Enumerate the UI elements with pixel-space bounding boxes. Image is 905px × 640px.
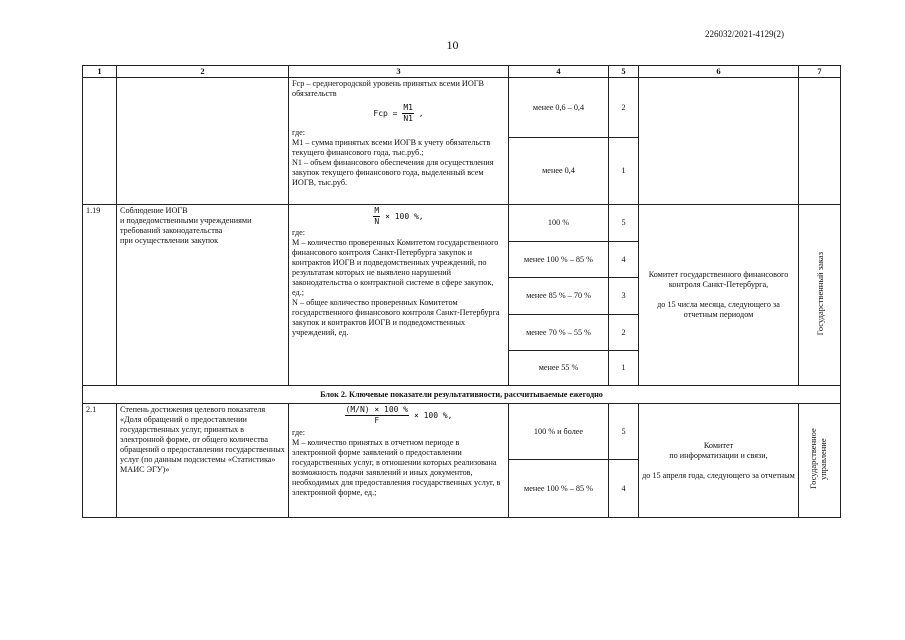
formula — [292, 405, 505, 426]
fraction-denominator: F — [374, 416, 380, 425]
indicator-name-cell: Соблюдение ИОГВ и подведомственными учреждениями требований законодательства при осуществлении закупок — [117, 205, 289, 386]
formula-tail: × 100 %, — [413, 410, 453, 420]
range-cell: 100 % — [509, 205, 609, 242]
range-cell: менее 55 % — [509, 351, 609, 386]
score-cell: 3 — [609, 278, 639, 315]
formula — [292, 103, 505, 124]
formula-cell — [289, 78, 509, 205]
formula — [292, 206, 505, 227]
fraction-denominator: N1 — [403, 114, 413, 123]
source-cell — [639, 78, 799, 205]
fraction-numerator: (M/N) × 100 % — [345, 405, 409, 414]
table-row — [83, 205, 841, 242]
block-title: Блок 2. Ключевые показатели результативности, рассчитываемые ежегодно — [83, 386, 841, 404]
fraction — [373, 206, 380, 227]
fraction — [345, 405, 410, 426]
row-number-cell: 2.1 — [83, 404, 117, 518]
indicator-name-cell: Степень достижения целевого показателя «Доля обращений о предоставлении государственных услуг, принятых в электронной форме, от общего количества обращений о предоставлении государственных услуг (по данным подсистемы «Статистика» МАИС ЭГУ)» — [117, 404, 289, 518]
range-cell: менее 100 % – 85 % — [509, 242, 609, 278]
indicators-table — [82, 65, 841, 518]
formula-cell — [289, 404, 509, 518]
score-cell: 2 — [609, 315, 639, 351]
definition-m1: M1 – сумма принятых всеми ИОГВ к учету обязательств текущего финансового года, тыс.руб.; — [292, 138, 491, 157]
category-cell — [799, 205, 841, 386]
score-cell: 2 — [609, 78, 639, 138]
category-label: Государственное управление — [807, 428, 828, 490]
score-cell: 4 — [609, 460, 639, 518]
indicator-name-cell — [117, 78, 289, 205]
definition-m: M – количество проверенных Комитетом государственного финансового контроля Санкт-Петербурга закупок и контрактов ИОГВ и подведомственных учреждений, по результатам которых не выявлено нарушений законодательства о контрактной системе в сфере закупок, ед.; — [292, 238, 499, 297]
document-id: 226032/2021-4129(2) — [705, 29, 784, 39]
formula-intro: Fср – среднегородской уровень принятых всеми ИОГВ обязательств — [292, 79, 484, 98]
header-cell: 4 — [509, 66, 609, 78]
definition-n1: N1 – объем финансового обеспечения для осуществления закупок текущего финансового года, выделенный всем ИОГВ, тыс.руб. — [292, 158, 494, 187]
source-cell: Комитет государственного финансового контроля Санкт-Петербурга, до 15 числа месяца, следующего за отчетным периодом — [639, 205, 799, 386]
where-label: где: — [292, 428, 306, 437]
table-row — [83, 404, 841, 460]
where-label: где: — [292, 228, 306, 237]
definition-m: M – количество принятых в отчетном периоде в электронной форме заявлений о предоставлении государственных услуг, в отношении которых реализована возможность подачи заявлений и иных документов, необходимых для предоставления государственных услуг, в электронной форме, ед.; — [292, 438, 501, 497]
fraction-numerator: M1 — [403, 103, 413, 112]
page-number: 10 — [446, 38, 459, 52]
header-cell: 1 — [83, 66, 117, 78]
category-label: Государственный заказ — [814, 251, 825, 336]
range-cell: менее 100 % – 85 % — [509, 460, 609, 518]
header-cell: 5 — [609, 66, 639, 78]
header-cell: 3 — [289, 66, 509, 78]
fraction-numerator: M — [374, 206, 380, 215]
row-number-cell — [83, 78, 117, 205]
category-cell — [799, 78, 841, 205]
score-cell: 4 — [609, 242, 639, 278]
range-cell: менее 0,6 – 0,4 — [509, 78, 609, 138]
table-row — [83, 78, 841, 138]
source-cell: Комитет по информатизации и связи, до 15 апреля года, следующего за отчетным — [639, 404, 799, 518]
range-cell: 100 % и более — [509, 404, 609, 460]
block-title-row — [83, 386, 841, 404]
where-label: где: — [292, 128, 306, 137]
formula-lhs: Fср = — [373, 108, 398, 118]
fraction — [402, 103, 414, 124]
formula-tail: × 100 %, — [385, 211, 424, 221]
score-cell: 5 — [609, 404, 639, 460]
header-cell: 7 — [799, 66, 841, 78]
definition-n: N – общее количество проверенных Комитетом государственного финансового контроля Санкт-Петербурга закупок и контрактов ИОГВ и подведомственных учреждений, ед. — [292, 298, 500, 337]
header-row — [83, 66, 841, 78]
fraction-denominator: N — [374, 217, 380, 226]
formula-tail: , — [418, 108, 424, 118]
range-cell: менее 70 % – 55 % — [509, 315, 609, 351]
score-cell: 1 — [609, 351, 639, 386]
score-cell: 1 — [609, 138, 639, 205]
range-cell: менее 0,4 — [509, 138, 609, 205]
score-cell: 5 — [609, 205, 639, 242]
row-number-cell: 1.19 — [83, 205, 117, 386]
header-cell: 2 — [117, 66, 289, 78]
range-cell: менее 85 % – 70 % — [509, 278, 609, 315]
category-cell — [799, 404, 841, 518]
header-cell: 6 — [639, 66, 799, 78]
formula-cell — [289, 205, 509, 386]
